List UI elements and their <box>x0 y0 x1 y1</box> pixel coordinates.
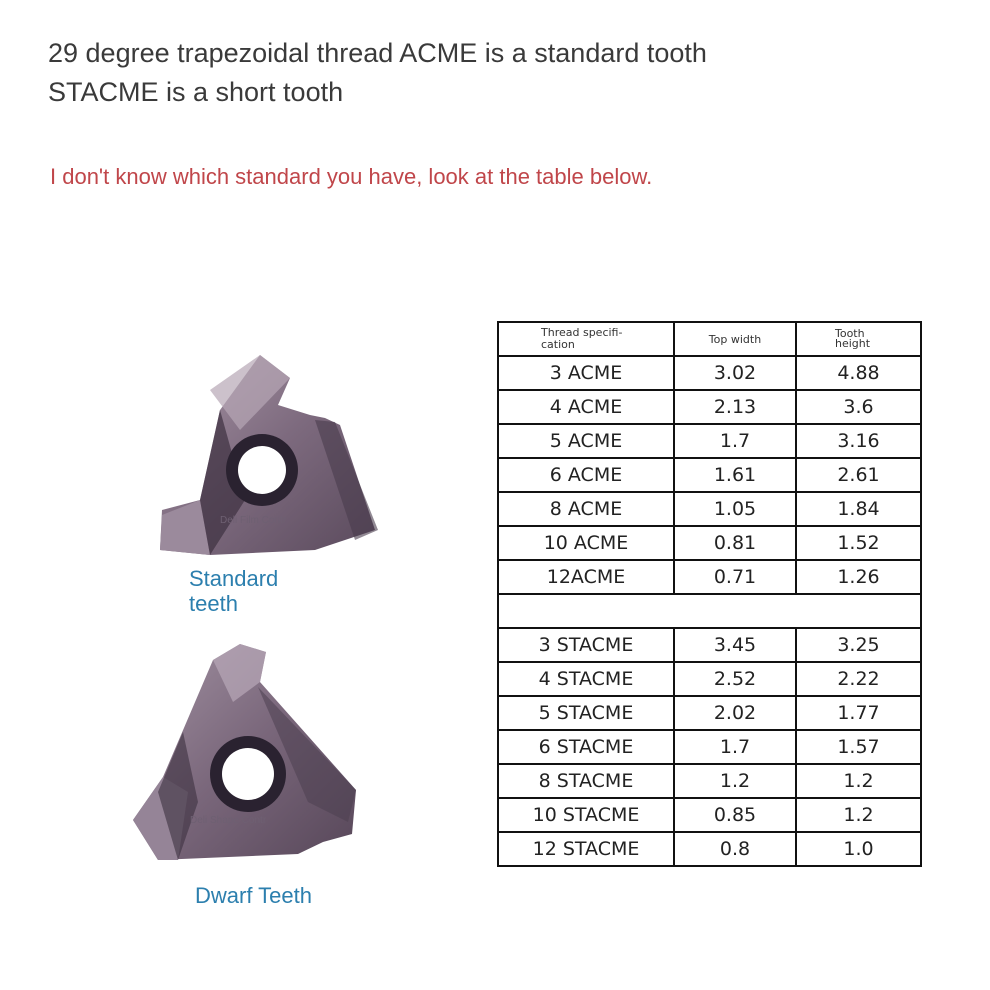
dwarf-teeth-caption: Dwarf Teeth <box>195 883 312 908</box>
standard-caption-line-2: teeth <box>189 591 238 616</box>
table-row <box>498 526 921 560</box>
spec-cell: 6 ACME <box>498 458 674 492</box>
thread-spec-table <box>497 321 922 867</box>
standard-teeth-insert-image <box>150 350 390 565</box>
table-row <box>498 424 921 458</box>
tooth-height-cell: 3.6 <box>796 390 921 424</box>
dwarf-insert-watermark: Deli Shape Contr <box>190 815 267 826</box>
tooth-height-cell: 4.88 <box>796 356 921 390</box>
spec-cell: 8 STACME <box>498 764 674 798</box>
spec-cell: 6 STACME <box>498 730 674 764</box>
top-width-cell: 2.13 <box>674 390 796 424</box>
table-row <box>498 696 921 730</box>
table-row <box>498 628 921 662</box>
tooth-height-cell: 3.16 <box>796 424 921 458</box>
heading-line-2: STACME is a short tooth <box>48 77 344 107</box>
tooth-height-cell: 1.57 <box>796 730 921 764</box>
table-row <box>498 356 921 390</box>
top-width-cell: 1.05 <box>674 492 796 526</box>
header-tooth-height: Tooth height <box>796 322 921 356</box>
top-width-cell: 2.52 <box>674 662 796 696</box>
top-width-cell: 0.85 <box>674 798 796 832</box>
top-width-cell: 1.2 <box>674 764 796 798</box>
top-width-cell: 1.7 <box>674 730 796 764</box>
tooth-height-cell: 1.2 <box>796 798 921 832</box>
standard-insert-watermark: Deli Film Contr <box>220 515 287 526</box>
top-width-cell: 0.71 <box>674 560 796 594</box>
standard-teeth-caption <box>189 566 278 616</box>
table-row <box>498 798 921 832</box>
tooth-height-cell: 3.25 <box>796 628 921 662</box>
spec-cell: 12ACME <box>498 560 674 594</box>
standard-caption-line-1: Standard <box>189 566 279 591</box>
spec-cell: 3 STACME <box>498 628 674 662</box>
spec-cell: 10 ACME <box>498 526 674 560</box>
top-width-cell: 0.81 <box>674 526 796 560</box>
header-thread-specification: Thread specifi- cation <box>498 322 674 356</box>
spec-cell: 5 ACME <box>498 424 674 458</box>
table-row <box>498 764 921 798</box>
spec-cell: 12 STACME <box>498 832 674 866</box>
spacer-cell <box>498 594 921 628</box>
tooth-height-cell: 1.77 <box>796 696 921 730</box>
top-width-cell: 1.7 <box>674 424 796 458</box>
tooth-height-cell: 1.52 <box>796 526 921 560</box>
top-width-cell: 1.61 <box>674 458 796 492</box>
tooth-height-cell: 2.22 <box>796 662 921 696</box>
spec-cell: 3 ACME <box>498 356 674 390</box>
tooth-height-cell: 1.2 <box>796 764 921 798</box>
header-top-width: Top width <box>674 322 796 356</box>
tooth-height-cell: 1.0 <box>796 832 921 866</box>
top-width-cell: 0.8 <box>674 832 796 866</box>
tooth-height-cell: 1.84 <box>796 492 921 526</box>
table-row <box>498 832 921 866</box>
table-row <box>498 492 921 526</box>
table-row <box>498 560 921 594</box>
tooth-height-cell: 2.61 <box>796 458 921 492</box>
spec-cell: 4 ACME <box>498 390 674 424</box>
top-width-cell: 2.02 <box>674 696 796 730</box>
spec-cell: 8 ACME <box>498 492 674 526</box>
table-row <box>498 390 921 424</box>
tooth-height-cell: 1.26 <box>796 560 921 594</box>
dwarf-teeth-insert-image <box>128 642 368 864</box>
table-row <box>498 730 921 764</box>
table-spacer-row <box>498 594 921 628</box>
table-row <box>498 458 921 492</box>
table-header-row <box>498 322 921 356</box>
top-width-cell: 3.02 <box>674 356 796 390</box>
table-note: I don't know which standard you have, look at the table below. <box>50 164 653 189</box>
spec-cell: 10 STACME <box>498 798 674 832</box>
spec-cell: 4 STACME <box>498 662 674 696</box>
spec-cell: 5 STACME <box>498 696 674 730</box>
top-width-cell: 3.45 <box>674 628 796 662</box>
table-row <box>498 662 921 696</box>
heading-line-1: 29 degree trapezoidal thread ACME is a standard tooth <box>48 38 707 68</box>
